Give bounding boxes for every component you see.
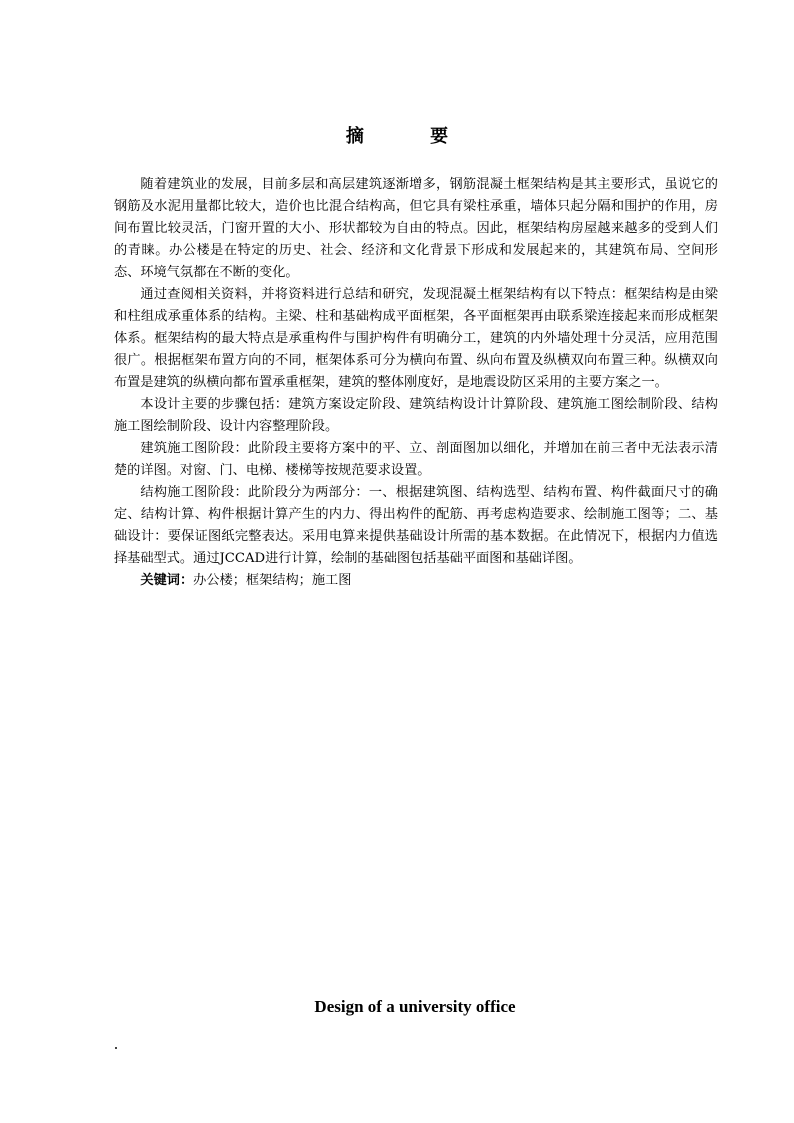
abstract-paragraph: 随着建筑业的发展，目前多层和高层建筑逐渐增多，钢筋混凝土框架结构是其主要形式，虽说它的钢筋及水泥用量都比较大，造价也比混合结构高，但它具有梁柱承重，墙体只起分隔和围护的作用，房间布置比较灵活，门窗开置的大小、形状都较为自由的特点。因此，框架结构房屋越来越多的受到人们的青睐。办公楼是在特定的历史、社会、经济和文化背景下形成和发展起来的，其建筑布局、空间形态、环境气氛都在不断的变化。 bbox=[114, 177, 718, 280]
abstract-body bbox=[114, 174, 718, 592]
keywords-label: 关键词： bbox=[140, 573, 194, 588]
keywords-line bbox=[114, 570, 718, 592]
english-title: Design of a university office bbox=[314, 997, 516, 1016]
abstract-paragraph: 结构施工图阶段：此阶段分为两部分：一、根据建筑图、结构选型、结构布置、构件截面尺寸的确定、结构计算、构件根据计算产生的内力、得出构件的配筋、再考虑构造要求、绘制施工图等；二、基础设计：要保证图纸完整表达。采用电算来提供基础设计所需的基本数据。在此情况下，根据内力值选择基础型式。通过JCCAD进行计算，绘制的基础图包括基础平面图和基础详图。 bbox=[114, 485, 718, 566]
abstract-paragraph: 建筑施工图阶段：此阶段主要将方案中的平、立、剖面图加以细化，并增加在前三者中无法表示清楚的详图。对窗、门、电梯、楼梯等按规范要求设置。 bbox=[114, 441, 718, 478]
abstract-title: 摘 要 bbox=[345, 126, 479, 147]
corner-mark bbox=[115, 1047, 117, 1049]
abstract-paragraph: 通过查阅相关资料，并将资料进行总结和研究，发现混凝土框架结构有以下特点：框架结构是由梁和柱组成承重体系的结构。主梁、柱和基础构成平面框架，各平面框架再由联系梁连接起来而形成框架体系。框架结构的最大特点是承重构件与围护构件有明确分工，建筑的内外墙处理十分灵活，应用范围很广。根据框架布置方向的不同，框架体系可分为横向布置、纵向布置及纵横双向布置三种。纵横双向布置是建筑的纵横向都布置承重框架，建筑的整体刚度好，是地震设防区采用的主要方案之一。 bbox=[114, 287, 718, 390]
keywords-value: 办公楼；框架结构；施工图 bbox=[193, 573, 352, 588]
abstract-paragraph: 本设计主要的步骤包括：建筑方案设定阶段、建筑结构设计计算阶段、建筑施工图绘制阶段、结构施工图绘制阶段、设计内容整理阶段。 bbox=[114, 397, 718, 434]
